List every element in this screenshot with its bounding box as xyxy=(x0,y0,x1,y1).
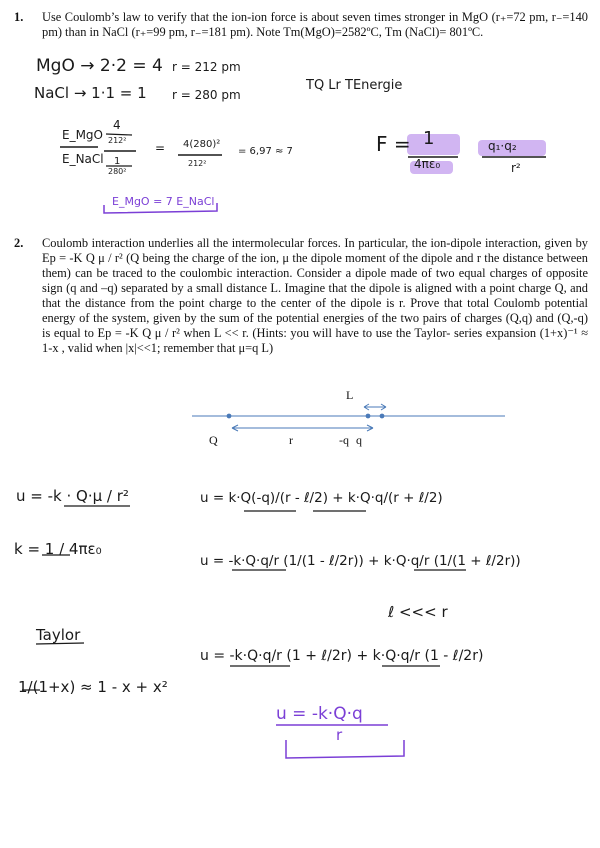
mgo-radius-note: r = 212 pm xyxy=(172,60,241,74)
simplified-top: 4(280)² xyxy=(183,139,221,150)
result-denominator: r xyxy=(336,726,343,744)
question-1-text: Use Coulomb’s law to verify that the ion-ion force is about seven times stronger in MgO (r₊=72 pm, r₋=140 pm) than in NaCl (r₊=99 pm, r₋=181 pm). Note Tm(MgO)=2582ºC, Tm (NaCl)= 801ºC. xyxy=(42,10,588,39)
nacl-charge-note: NaCl → 1·1 = 1 xyxy=(34,84,147,102)
conclusion-bracket xyxy=(104,203,217,213)
frac-den-bottom: 280² xyxy=(108,167,127,176)
small-l-condition: ℓ <<< r xyxy=(388,603,448,621)
charge-minus-q-dot xyxy=(366,414,371,419)
result-bracket xyxy=(286,740,404,758)
frac-num-bottom: 212² xyxy=(108,136,127,145)
taylor-label: Taylor xyxy=(36,626,81,644)
force-charges: q₁·q₂ xyxy=(488,139,517,153)
simplified-bottom: 212² xyxy=(188,159,207,168)
diagram-label-q: q xyxy=(356,433,362,447)
ratio-denominator: E_NaCl xyxy=(62,152,104,166)
question-2-number: 2. xyxy=(14,236,24,250)
question-2-text: Coulomb interaction underlies all the intermolecular forces. In particular, the ion-dipole interaction, given by Ep = -K Q μ / r² (Q being the charge of the ion, μ the dipole moment of the dipole and r the distance between them) can be traced to the coulombic interaction. Consider a dipole made of two equal charges of opposite sign (q and –q) separated by a small distance L. Imagine that the dipole is aligned with a point charge Q, and that the distance from the point charge to the center of the dipole is r. Prove that total Coulomb potential energy of the system, given by the sum of the potential energies of the two pairs of charges (Q,q) and (Q,-q) is equal to Ep = -K Q μ / r² when L << r. (Hints: you will have to use the Taylor- series expansion (1+x)⁻¹ ≈ 1-x , valid when |x|<<1; remember that μ=q L) xyxy=(42,236,588,355)
force-lhs: F = xyxy=(376,132,411,156)
result-numerator: u = -k·Q·q xyxy=(276,704,363,724)
frac-num-top: 4 xyxy=(113,118,121,132)
frac-den-top: 1 xyxy=(114,156,121,167)
diagram-label-L: L xyxy=(346,388,354,402)
question-1-number: 1. xyxy=(14,10,24,24)
mgo-charge-note: MgO → 2·2 = 4 xyxy=(36,56,163,76)
diagram-label-minus-q: -q xyxy=(339,433,349,447)
dipole-diagram xyxy=(192,404,505,431)
ratio-numerator: E_MgO xyxy=(62,128,103,142)
force-numerator: 1 xyxy=(423,128,435,149)
taylor-expansion: 1/(1+x) ≈ 1 - x + x² xyxy=(18,678,168,696)
diagram-label-r: r xyxy=(289,433,293,447)
u-line-2: u = -k·Q·q/r (1/(1 - ℓ/2r)) + k·Q·q/r (1/(1 + ℓ/2r)) xyxy=(200,553,521,569)
equals-sign: = xyxy=(155,141,166,155)
u-line-3: u = -k·Q·q/r (1 + ℓ/2r) + k·Q·q/r (1 - ℓ/2r) xyxy=(200,648,484,664)
q1-conclusion: E_MgO = 7 E_NaCl xyxy=(112,195,215,208)
frac-bar-inner-top xyxy=(106,134,132,135)
force-distance: r² xyxy=(511,161,521,175)
charge-q-dot xyxy=(380,414,385,419)
charge-Q-dot xyxy=(227,414,232,419)
k-definition: k = 1 / 4πε₀ xyxy=(14,540,102,558)
relation-note: TQ Lr TEnergie xyxy=(306,78,403,93)
ratio-result: = 6,97 ≈ 7 xyxy=(238,146,293,157)
force-denominator: 4πε₀ xyxy=(414,157,441,171)
u-line-1: u = k·Q(-q)/(r - ℓ/2) + k·Q·q/(r + ℓ/2) xyxy=(200,490,443,506)
diagram-label-Q: Q xyxy=(209,433,218,447)
u-definition: u = -k · Q·μ / r² xyxy=(16,487,129,505)
nacl-radius-note: r = 280 pm xyxy=(172,88,241,102)
